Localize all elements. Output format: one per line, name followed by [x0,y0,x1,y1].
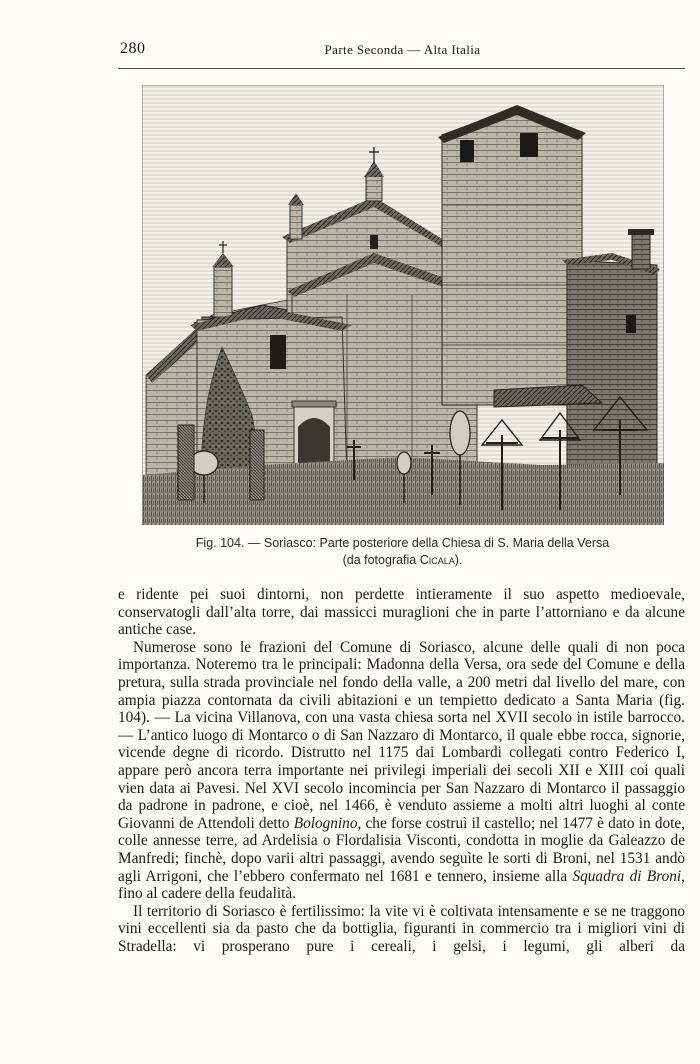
page-header [120,40,685,62]
caption-source-suffix: ). [454,553,463,567]
figure-church-engraving [142,85,664,525]
page-number: 280 [120,40,146,57]
paragraph-frazioni-part-a: Numerose sono le frazioni del Comune di Soriasco, alcune delle quali di non poca importanza. Noteremo tra le principali: Madonna della Versa, ora sede del Comune e della pretura, sulla strada provinciale nel fondo della valle, a 200 metri dal livello del mare, con ampia piazza contornata da civili abitazioni e un tempietto dedicato a Santa Maria (fig. 104). — La vicina Villanova, con una vasta chiesa sorta nel XVII secolo in istile barrocco. — L’antico luogo di Montarco o di San Nazzaro di Montarco, il quale ebbe rocca, signorie, vicende degne di ricordo. Distrutto nel 1175 dai Lombardi collegati contro Federico I, appare però ancora terra importante nei privilegi imperiali dei secoli XII e XIII coi quali vien data ai Pavesi. Nel XVI secolo incomincia per San Nazzaro di Montarco il passaggio da padrone in padrone, e cioè, nel 1466, è venduto assieme a molti altri luoghi al conte Giovanni de Attendoli detto [118,638,685,832]
caption-line-2 [120,552,685,569]
paragraph-territorio: Il territorio di Soriasco è fertilissimo: la vite vi è coltivata intensamente e se ne traggono vini eccellenti sia da pasto che da bottiglia, figuranti in commercio tra i migliori vini di Stradella: vi prosperano pure i cereali, i gelsi, i legumi, gli alberi da [118,902,685,955]
caption-photographer: Cicala [419,553,455,567]
emphasis-bolognino: Bolognino [293,814,358,832]
emphasis-squadra-di-broni: Squadra di Broni [572,867,682,885]
header-rule [118,68,685,69]
paragraph-frazioni-part-b: , che forse costruì il castello; nel 1477 è dato in dote, colle annesse terre, ad Ardelisia o Flordalisia Visconti, condotta in moglie da Galeazzo de Manfredi; finchè, dopo varii altri passaggi, avendo seguìte le sorti di Broni, nel 1531 andò agli Arrigoni, che l’ebbero confermato nel 1681 e tennero, insieme alla [118,814,685,885]
running-title: Parte Seconda — Alta Italia [324,42,481,57]
paragraph-continuation: e ridente pei suoi dintorni, non perdette intieramente il suo aspetto medioevale, conservatogli dall’alta torre, dai massicci muraglioni che in parte l’attorniano e da alcune antiche case. [118,586,685,639]
church-engraving-illustration [142,85,664,525]
paragraph-frazioni-part-c: , fino al cadere della feudalità. [118,867,685,903]
caption-line-1: Fig. 104. — Soriasco: Parte posteriore della Chiesa di S. Maria della Versa [195,536,610,550]
figure-caption [120,535,685,569]
body-text [118,586,685,955]
caption-source-prefix: (da fotografia [342,553,420,567]
paragraph-frazioni [118,639,685,903]
